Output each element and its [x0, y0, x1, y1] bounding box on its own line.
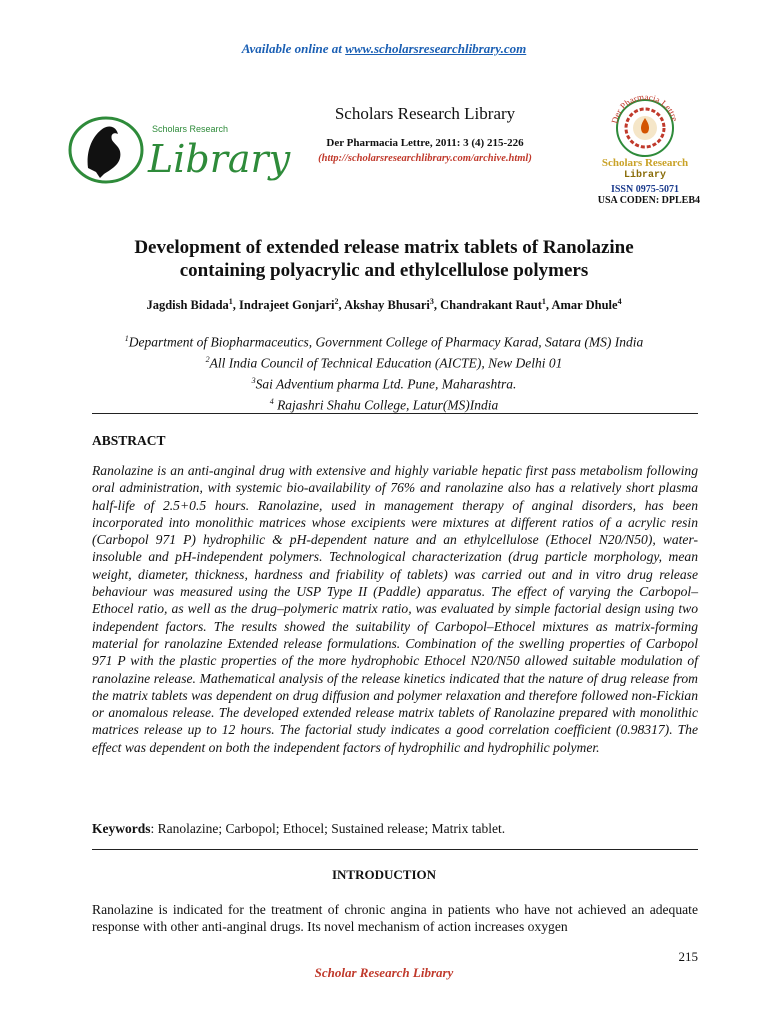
author: Amar Dhule$^4$: [551, 297, 622, 313]
paper-title-line2: containing polyacrylic and ethylcellulose polymers: [179, 260, 589, 281]
journal-citation: Der Pharmacia Lettre, 2011: 3 (4) 215-226: [326, 137, 524, 149]
logo-horse-icon: [88, 127, 121, 178]
journal-url-link[interactable]: www.scholarsresearchlibrary.com: [345, 41, 527, 56]
abstract-heading: ABSTRACT: [92, 433, 166, 448]
affiliation-list: [60, 330, 708, 414]
archive-url: (http://scholarsresearchlibrary.com/archive.html): [318, 153, 532, 164]
abstract-text: Ranolazine is an anti-anginal drug with extensive and highly variable hepatic first pass metabolism following oral administration, with systemic bio-availability of 76% and ranolazine also has a relatively short plasma half-life of 2.5+0.5 hours. Ranolazine, used in management therapy of anginal disorders, has been incorporated into monolithic matrices whose excipients were mixtures at different ratios of a acrylic resin (Carbopol 971 P) hydrophilic & pH-dependent nature and an ethylcellulose (Ethocel N20/N50), water-insoluble and pH-independent polymers. Technological characterization (drug particle morphology, mean weight, diameter, thickness, hardness and friability of tablets) was carried out and in vitro drug release behaviour was measured using the USP Type II (Paddle) apparatus. The effect of varying the Carbopol–Ethocel ratio, as well as the drug–polymeric matrix ratio, was evaluated by simple factorial design using two independent factors. The results showed the suitability of Carbopol–Ethocel mixtures as matrix-forming material for ranolazine Extended release formulations. Combination of the swelling properties of Carbopol 971 P with the plastic properties of the more hydrophobic Ethocel N20/N50 allowed suitable modulation of ranolazine release. Mathematical analysis of the release kinetics indicated that the nature of drug release from the matrix tablets was dependent on drug diffusion and polymer relaxation and therefore followed non-Fickian or anomalous release. The developed extended release matrix tablets of Ranolazine prepared with monolithic matrices release up to 12 hours. The factorial study indicates a good correlation coefficient (0.98317). The effect was dependent on both the independent factors of hydrophilic and hydrophilic polymer.: [92, 463, 698, 755]
coden: USA CODEN: DPLEB4: [597, 195, 700, 206]
scholars-research-library-logo: [66, 108, 291, 188]
available-online-line: Available online at www.scholarsresearchlibrary.com: [241, 41, 527, 56]
author-list: [60, 297, 708, 313]
paper-title-line1: Development of extended release matrix tablets of Ranolazine: [134, 237, 634, 258]
introduction-text: Ranolazine is indicated for the treatment of chronic angina in patients who have not achieved an adequate response with other anti-anginal drugs. Its novel mechanism of action increases oxygen: [92, 902, 698, 935]
author: Akshay Bhusari$^3$,: [344, 297, 441, 313]
affiliation: $^4$ Rajashri Shahu College, Latur(MS)India: [269, 397, 499, 413]
seal-ring-text: Der Pharmacia Lettre: [609, 91, 681, 125]
divider-rule: [92, 413, 698, 414]
divider-rule: [92, 849, 698, 850]
affiliation: $^1$Department of Biopharmaceutics, Government College of Pharmacy Karad, Satara (MS) India: [124, 334, 644, 350]
der-pharmacia-lettre-seal: [604, 84, 686, 160]
affiliation: $^3$Sai Adventium pharma Ltd. Pune, Maharashtra.: [251, 376, 517, 392]
author: Indrajeet Gonjari$^2$,: [239, 297, 345, 313]
author: Chandrakant Raut$^1$,: [440, 297, 552, 313]
seal-library-line1: Scholars Research: [601, 157, 689, 169]
footer-library: Scholar Research Library: [314, 965, 454, 980]
keywords-label: Keywords: [92, 821, 151, 836]
affiliation: $^2$All India Council of Technical Education (AICTE), New Delhi 01: [205, 355, 563, 371]
seal-library-line2: Library: [623, 170, 666, 181]
keywords-text: : Ranolazine; Carbopol; Ethocel; Sustained release; Matrix tablet.: [150, 821, 506, 836]
logo-script-text: Library: [148, 137, 291, 181]
paper-title: [80, 236, 688, 282]
introduction-heading: INTRODUCTION: [331, 867, 436, 882]
keywords: [92, 821, 698, 837]
author: Jagdish Bidada$^1$,: [146, 297, 240, 313]
publisher-name: Scholars Research Library: [334, 104, 516, 123]
issn: ISSN 0975-5071: [610, 184, 680, 195]
logo-top-text: Scholars Research: [152, 124, 229, 134]
page-number: 215: [678, 949, 698, 964]
